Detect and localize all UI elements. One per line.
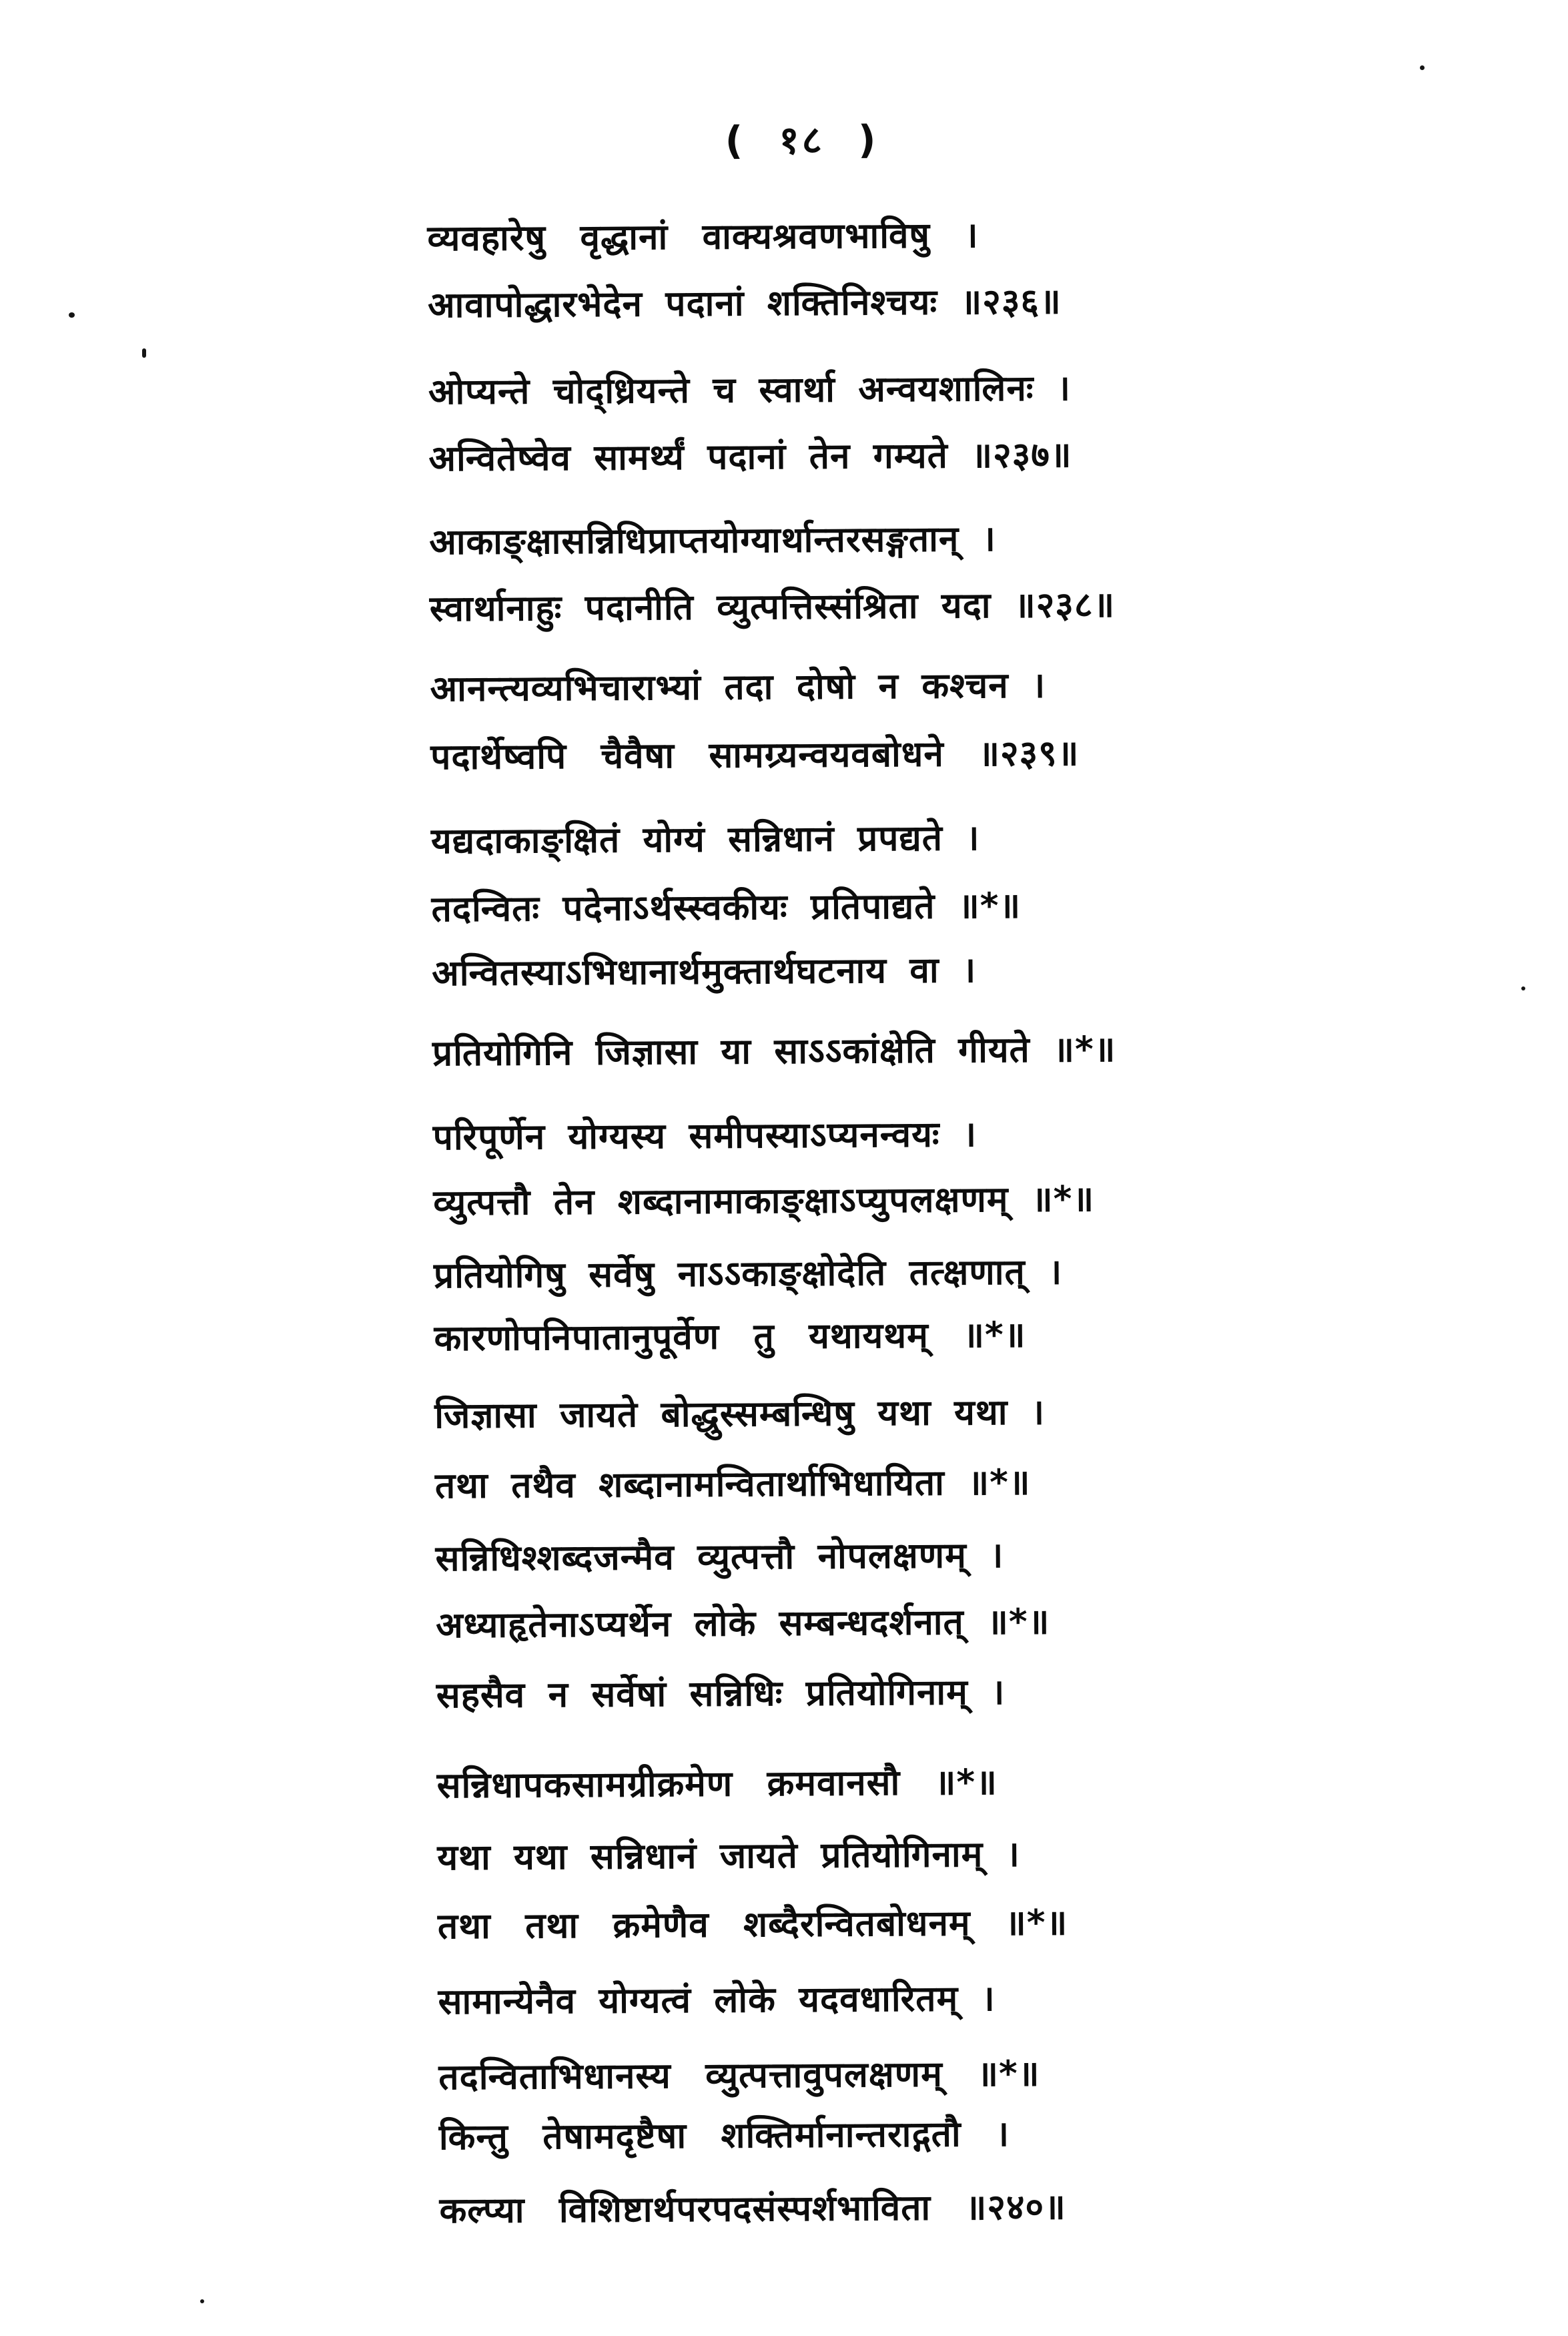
scan-speck [1521, 986, 1525, 990]
scan-speck [1420, 65, 1425, 70]
verse-line: अन्वितस्याऽभिधानार्थमुक्तार्थघटनाय वा । [432, 950, 977, 994]
verse-line: प्रतियोगिषु सर्वेषु नाऽऽकाङ्क्षोदेति तत्क्षणात् । [433, 1251, 1063, 1297]
verse-line: तथा तथा क्रमेणैव शब्दैरन्वितबोधनम् ॥*॥ [437, 1902, 1068, 1948]
verse-line: तदन्वितः पदेनाऽर्थस्स्वकीयः प्रतिपाद्यते ॥*॥ [431, 885, 1022, 930]
verse-line: परिपूर्णेन योग्यस्य समीपस्याऽप्यनन्वयः । [432, 1114, 977, 1159]
verse-line: किन्तु तेषामदृष्टैषा शक्तिर्मानान्तराद्गतौ । [438, 2113, 1010, 2158]
page-number: ( १८ ) [725, 117, 879, 164]
scan-speck [200, 2299, 204, 2303]
verse-line: स्वार्थानाहुः पदानीति व्युत्पत्तिस्संश्रिता यदा ॥२३८॥ [429, 584, 1116, 630]
scan-speck [142, 348, 146, 358]
verse-line: अध्याहृतेनाऽप्यर्थेन लोके सम्बन्धदर्शनात् ॥*॥ [436, 1601, 1050, 1647]
verse-line: आनन्त्यव्यभिचाराभ्यां तदा दोषो न कश्चन । [430, 665, 1046, 710]
verse-line: ओप्यन्ते चोद्ध्रियन्ते च स्वार्था अन्वयशालिनः । [428, 368, 1072, 413]
verse-line: तदन्विताभिधानस्य व्युत्पत्तावुपलक्षणम् ॥*॥ [438, 2053, 1040, 2098]
verse-line: सन्निधिश्शब्दजन्मैव व्युत्पत्तौ नोपलक्षणम् । [435, 1535, 1004, 1580]
verse-line: कारणोपनिपातानुपूर्वेण तु यथायथम् ॥*॥ [434, 1314, 1026, 1360]
verse-line: प्रतियोगिनि जिज्ञासा या साऽऽकांक्षेति गीयते ॥*॥ [432, 1029, 1116, 1075]
verse-line: व्यवहारेषु वृद्धानां वाक्यश्रवणभाविषु । [427, 215, 979, 260]
verse-line: तथा तथैव शब्दानामन्वितार्थाभिधायिता ॥*॥ [434, 1462, 1031, 1507]
scan-speck [69, 312, 75, 318]
verse-line: जिज्ञासा जायते बोद्धुस्सम्बन्धिषु यथा यथा । [434, 1392, 1046, 1437]
verse-line: सामान्येनैव योग्यत्वं लोके यदवधारितम् । [438, 1978, 996, 2023]
verse-line: आवापोद्धारभेदेन पदानां शक्तिनिश्चयः ॥२३६॥ [427, 281, 1062, 326]
verse-line: यथा यथा सन्निधानं जायते प्रतियोगिनाम् । [437, 1833, 1021, 1879]
verse-line: यद्यदाकाङ्क्षितं योग्यं सन्निधानं प्रपद्यते । [430, 818, 980, 862]
verse-line: आकाङ्क्षासन्निधिप्राप्तयोग्यार्थान्तरसङ्गतान् । [429, 519, 997, 563]
verse-line: पदार्थेष्वपि चैवैषा सामग्र्यन्वयवबोधने ॥२३९॥ [430, 733, 1080, 778]
verse-line: व्युत्पत्तौ तेन शब्दानामाकाङ्क्षाऽप्युपलक्षणम् ॥*॥ [433, 1179, 1095, 1224]
verse-line: अन्वितेष्वेव सामर्थ्यं पदानां तेन गम्यते ॥२३७॥ [428, 434, 1072, 480]
verse-line: सहसैव न सर्वेषां सन्निधिः प्रतियोगिनाम् । [436, 1671, 1006, 1717]
verse-line: कल्प्या विशिष्टार्थपरपदसंस्पर्शभाविता ॥२४०॥ [439, 2186, 1066, 2232]
verse-line: सन्निधापकसामग्रीक्रमेण क्रमवानसौ ॥*॥ [436, 1762, 998, 1807]
